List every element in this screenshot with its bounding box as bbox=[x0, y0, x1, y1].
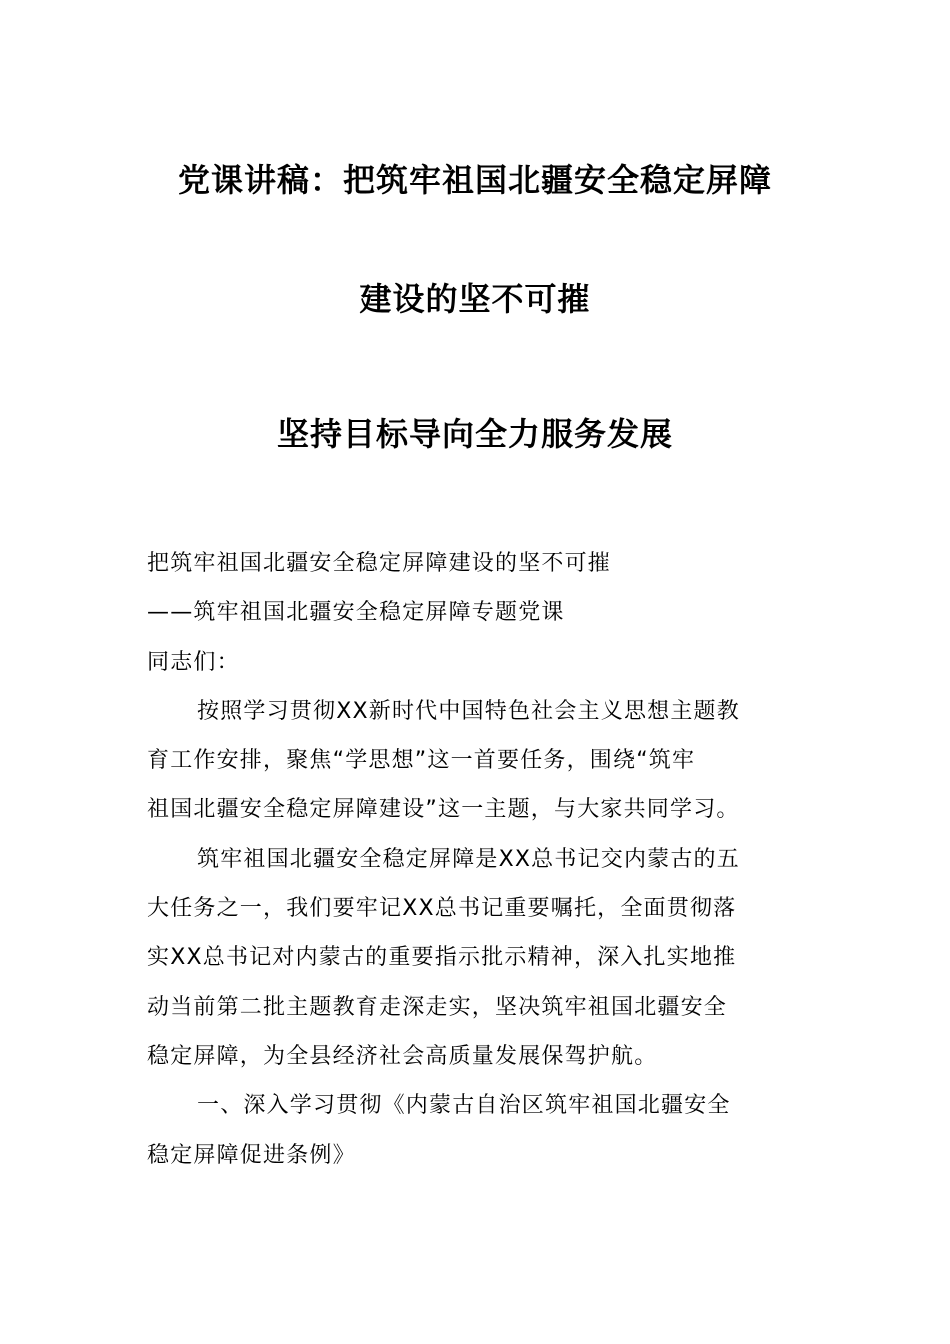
subheading: ——筑牢祖国北疆安全稳定屏障专题党课 bbox=[147, 600, 565, 626]
paragraph-2-line: 筑牢祖国北疆安全稳定屏障是XX总书记交内蒙古的五 bbox=[197, 846, 740, 872]
paragraph-1-line: 育工作安排，聚焦“学思想”这一首要任务，围绕“筑牢 bbox=[147, 748, 696, 774]
paragraph-1-line: 按照学习贯彻XX新时代中国特色社会主义思想主题教 bbox=[197, 698, 740, 724]
paragraph-1-line: 祖国北疆安全稳定屏障建设”这一主题，与大家共同学习。 bbox=[147, 797, 740, 823]
title-line-1: 党课讲稿：把筑牢祖国北疆安全稳定屏障 bbox=[177, 161, 772, 199]
salutation: 同志们： bbox=[147, 649, 240, 675]
title-line-2: 建设的坚不可摧 bbox=[359, 280, 591, 318]
paragraph-2-line: 大任务之一，我们要牢记XX总书记重要嘱托，全面贯彻落 bbox=[147, 896, 737, 922]
paragraph-2-line: 动当前第二批主题教育走深走实，坚决筑牢祖国北疆安全 bbox=[147, 994, 728, 1020]
title-line-3: 坚持目标导向全力服务发展 bbox=[276, 415, 673, 453]
section-heading-line: 一、深入学习贯彻《内蒙古自治区筑牢祖国北疆安全 bbox=[197, 1093, 731, 1119]
paragraph-2-line: 稳定屏障，为全县经济社会高质量发展保驾护航。 bbox=[147, 1043, 658, 1069]
section-heading-line: 稳定屏障促进条例》 bbox=[147, 1142, 356, 1168]
paragraph-2-line: 实XX总书记对内蒙古的重要指示批示精神，深入扎实地推 bbox=[147, 945, 737, 971]
document-body bbox=[147, 539, 807, 1180]
heading: 把筑牢祖国北疆安全稳定屏障建设的坚不可摧 bbox=[147, 551, 612, 576]
